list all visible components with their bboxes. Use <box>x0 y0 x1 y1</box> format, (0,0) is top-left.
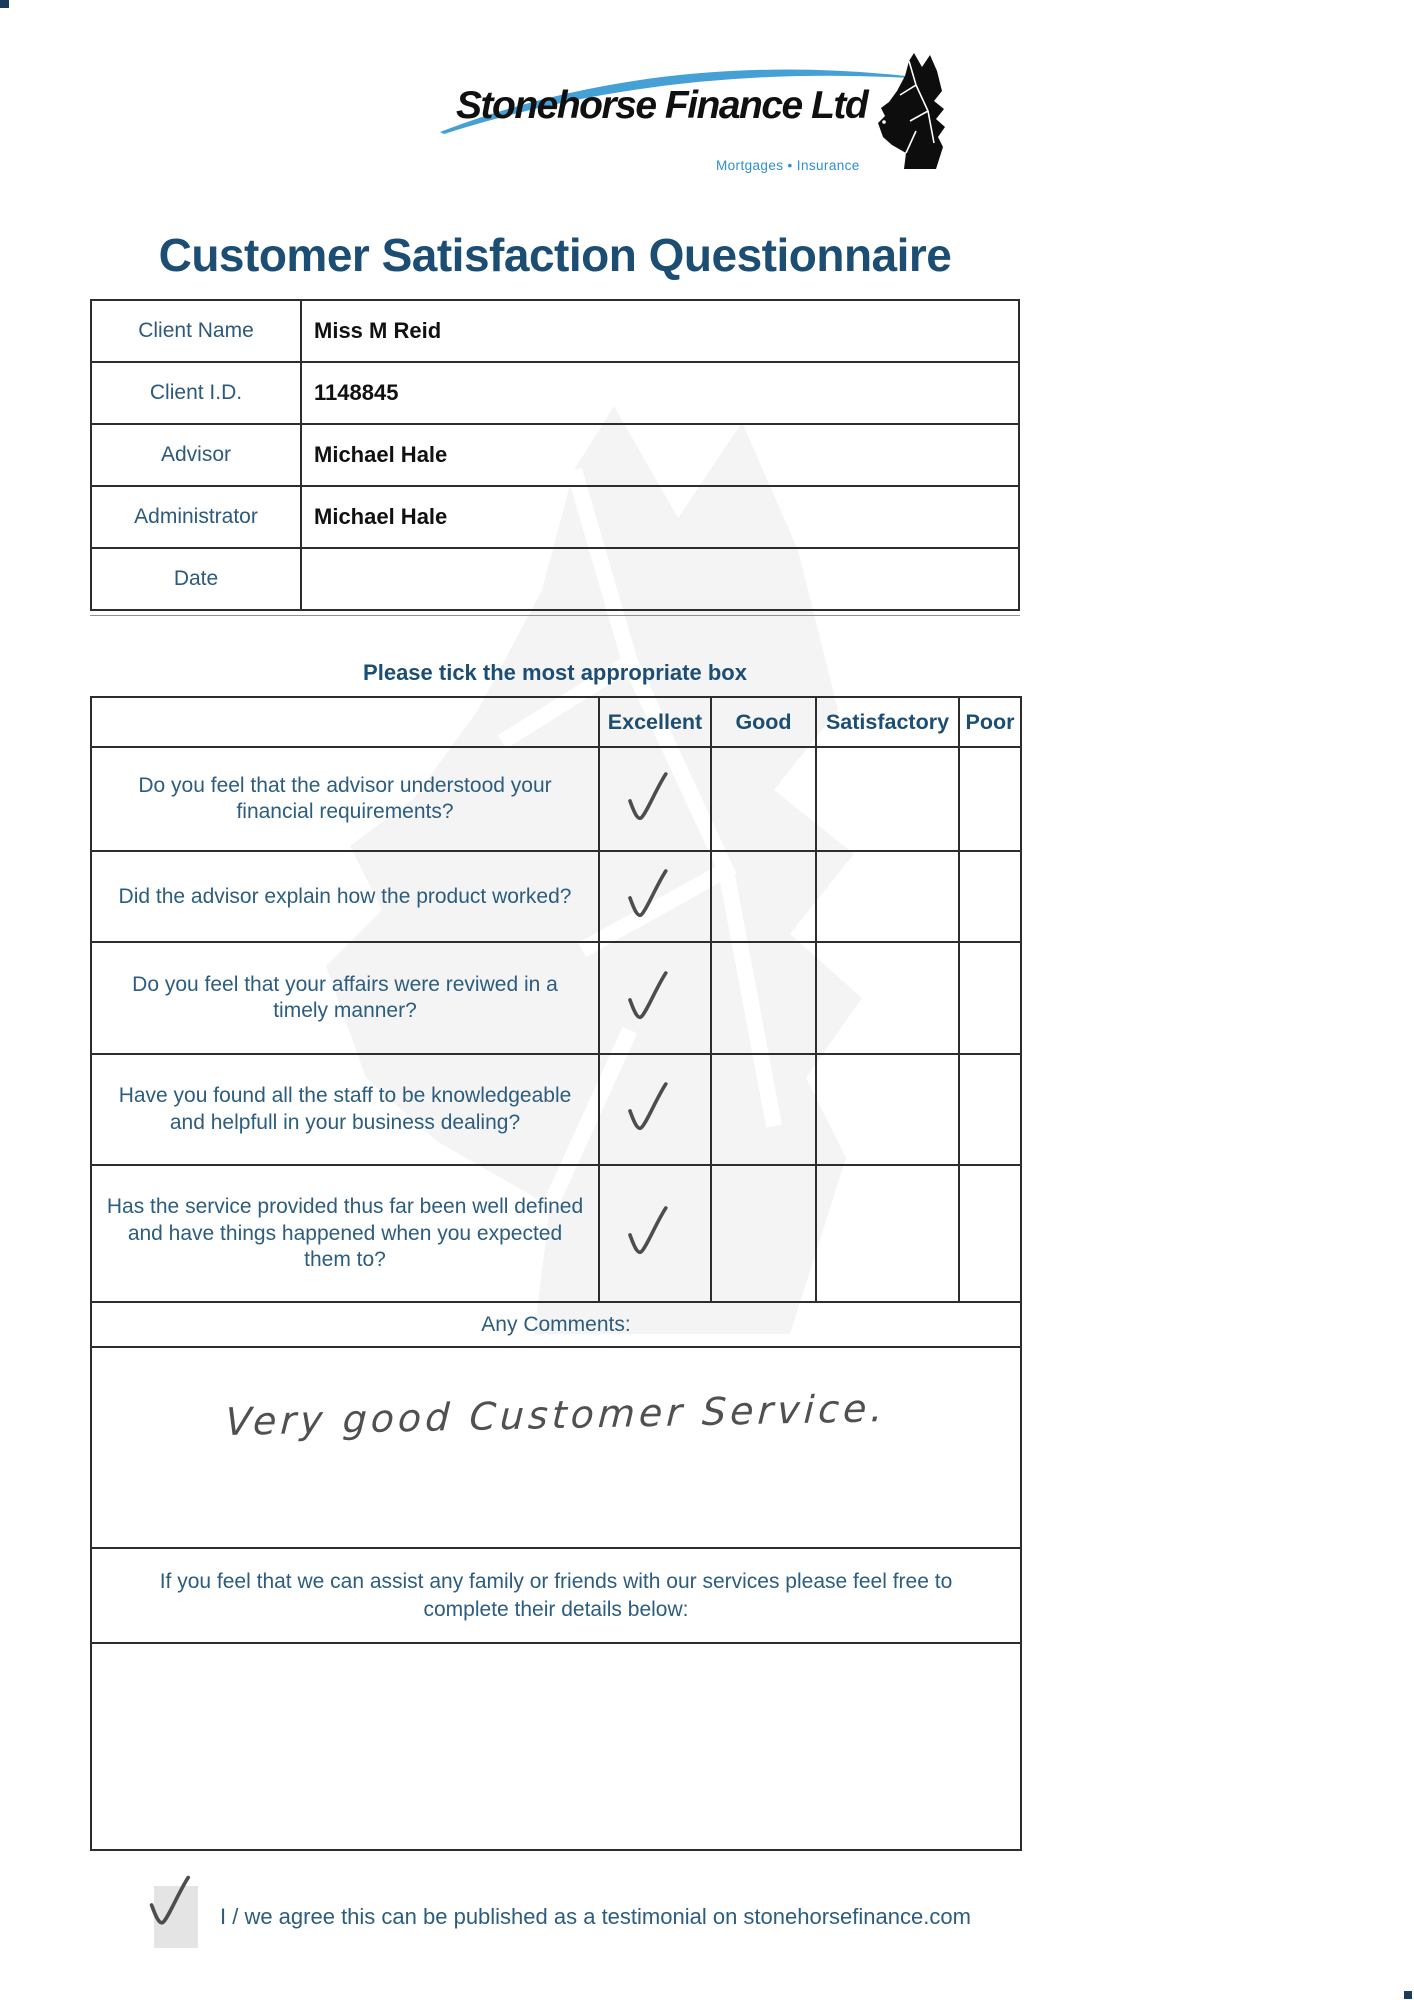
handwritten-comment: Very good Customer Service. <box>224 1386 888 1445</box>
client-name-value: Miss M Reid <box>301 300 1019 362</box>
column-header-satisfactory: Satisfactory <box>816 697 959 747</box>
referral-text: If you feel that we can assist any family or friends with our services please feel free to complete their details below: <box>91 1548 1021 1643</box>
question-text: Did the advisor explain how the product worked? <box>91 851 599 942</box>
logo-text: Stonehorse Finance Ltd <box>456 84 868 127</box>
info-row <box>91 548 1019 610</box>
page-title: Customer Satisfaction Questionnaire <box>158 229 952 281</box>
rating-cell-excellent[interactable] <box>599 942 711 1054</box>
rating-cell-satisfactory[interactable] <box>816 1054 959 1165</box>
tick-mark <box>623 1203 671 1259</box>
rating-cell-good[interactable] <box>711 1054 816 1165</box>
column-header-good: Good <box>711 697 816 747</box>
comments-header-row <box>91 1302 1021 1347</box>
comments-row <box>91 1347 1021 1548</box>
column-header-excellent: Excellent <box>599 697 711 747</box>
testimonial-consent <box>154 1875 1020 1959</box>
rating-cell-good[interactable] <box>711 851 816 942</box>
rating-cell-excellent[interactable] <box>599 1165 711 1302</box>
rating-cell-satisfactory[interactable] <box>816 747 959 851</box>
tick-mark <box>623 1079 671 1135</box>
referral-details-box[interactable] <box>91 1643 1021 1850</box>
rating-cell-poor[interactable] <box>959 851 1021 942</box>
rating-cell-poor[interactable] <box>959 1054 1021 1165</box>
corner-mark <box>0 0 9 8</box>
rating-cell-satisfactory[interactable] <box>816 1165 959 1302</box>
info-row <box>91 486 1019 548</box>
rating-cell-excellent[interactable] <box>599 851 711 942</box>
date-label: Date <box>91 548 301 610</box>
tick-mark <box>623 968 671 1024</box>
client-info-table <box>90 299 1020 611</box>
tick-mark <box>145 1869 193 1933</box>
instruction-text: Please tick the most appropriate box <box>363 660 747 686</box>
divider <box>90 613 1020 616</box>
question-text: Do you feel that the advisor understood your financial requirements? <box>91 747 599 851</box>
survey-table <box>90 696 1022 1851</box>
client-id-value: 1148845 <box>301 362 1019 424</box>
rating-cell-excellent[interactable] <box>599 1054 711 1165</box>
comments-label: Any Comments: <box>91 1302 1021 1347</box>
info-row <box>91 362 1019 424</box>
question-row <box>91 1165 1021 1302</box>
question-row <box>91 747 1021 851</box>
corner-mark <box>1404 1991 1412 1999</box>
referral-details-row <box>91 1643 1021 1850</box>
rating-cell-good[interactable] <box>711 1165 816 1302</box>
tick-mark <box>623 866 671 922</box>
question-text: Has the service provided thus far been well defined and have things happened when you expected them to? <box>91 1165 599 1302</box>
rating-cell-satisfactory[interactable] <box>816 942 959 1054</box>
consent-checkbox[interactable] <box>154 1886 198 1948</box>
question-row <box>91 942 1021 1054</box>
rating-cell-good[interactable] <box>711 942 816 1054</box>
info-row <box>91 424 1019 486</box>
tick-mark <box>623 769 671 825</box>
rating-cell-satisfactory[interactable] <box>816 851 959 942</box>
rating-cell-poor[interactable] <box>959 747 1021 851</box>
survey-header-row <box>91 697 1021 747</box>
info-row <box>91 300 1019 362</box>
column-header-poor: Poor <box>959 697 1021 747</box>
date-value[interactable] <box>301 548 1019 610</box>
rating-cell-excellent[interactable] <box>599 747 711 851</box>
advisor-label: Advisor <box>91 424 301 486</box>
comments-box[interactable] <box>91 1347 1021 1548</box>
rating-cell-poor[interactable] <box>959 1165 1021 1302</box>
administrator-value: Michael Hale <box>301 486 1019 548</box>
question-column-header <box>91 697 599 747</box>
logo-tagline: Mortgages • Insurance <box>716 158 860 173</box>
client-name-label: Client Name <box>91 300 301 362</box>
advisor-value: Michael Hale <box>301 424 1019 486</box>
client-id-label: Client I.D. <box>91 362 301 424</box>
question-row <box>91 851 1021 942</box>
question-row <box>91 1054 1021 1165</box>
question-text: Have you found all the staff to be knowledgeable and helpfull in your business dealing? <box>91 1054 599 1165</box>
administrator-label: Administrator <box>91 486 301 548</box>
rating-cell-good[interactable] <box>711 747 816 851</box>
consent-label: I / we agree this can be published as a testimonial on stonehorsefinance.com <box>220 1904 971 1930</box>
referral-row <box>91 1548 1021 1643</box>
rating-cell-poor[interactable] <box>959 942 1021 1054</box>
question-text: Do you feel that your affairs were reviwed in a timely manner? <box>91 942 599 1054</box>
